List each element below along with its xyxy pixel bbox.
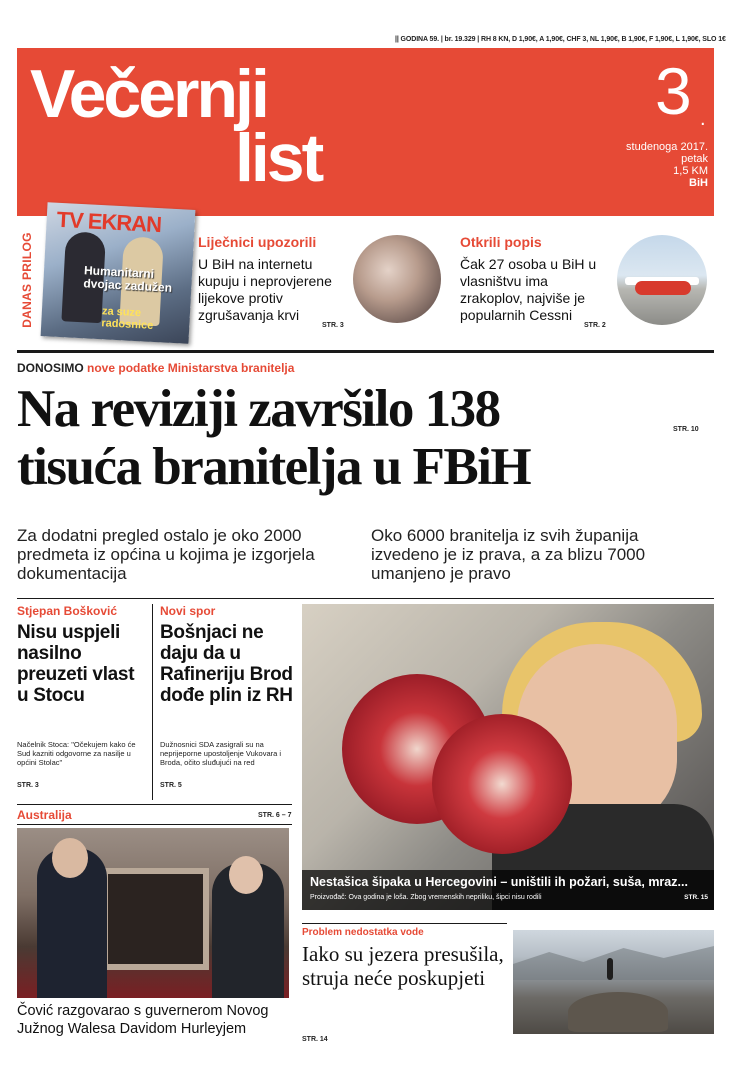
issue-weekday: petak <box>681 153 708 165</box>
water-rule <box>302 923 507 924</box>
australia-page-ref: STR. 6 – 7 <box>258 812 292 819</box>
lead-headline[interactable] <box>17 380 717 496</box>
cover-line-1: Humanitarni dvojac zadužen <box>83 263 173 295</box>
lead-headline-line-1: Na reviziji završilo 138 <box>17 380 500 438</box>
meeting-photo[interactable] <box>17 828 289 998</box>
rock-mound <box>568 992 668 1032</box>
water-page-ref: STR. 14 <box>302 1036 328 1043</box>
col1-body: Načelnik Stoca: "Očekujem kako će Sud kazniti odgovorne za nasilje u općini Stolac" <box>17 740 136 767</box>
logo-line-1: Večernji <box>30 56 267 132</box>
lead-headline-line-2: tisuća branitelja u FBiH <box>17 438 531 496</box>
teaser-1-body[interactable]: U BiH na internetu kupuju i neprovjerene lijekove protiv zgrušavanja krvi <box>198 256 332 323</box>
issue-edition: BiH <box>689 177 708 189</box>
teaser-2-body[interactable]: Čak 27 osoba u BiH u vlasništvu ima zrakoplov, najviše je popularnih Cessni <box>460 256 597 323</box>
teaser-1-title[interactable]: Liječnici upozorili <box>198 234 317 250</box>
newspaper-logo[interactable] <box>30 56 322 196</box>
teaser-1-page-ref: STR. 3 <box>322 322 344 329</box>
water-kicker: Problem nedostatka vode <box>302 927 424 938</box>
col2-kicker: Novi spor <box>160 604 216 618</box>
teaser-2-page-ref: STR. 2 <box>584 322 606 329</box>
col1-headline[interactable]: Nisu uspjeli nasilno preuzeti vlast u Stocu <box>17 622 135 706</box>
dry-lake-photo[interactable] <box>513 930 714 1034</box>
pomegranate-page-ref: STR. 15 <box>684 894 708 901</box>
cover-masthead: TV EKRAN <box>56 206 162 238</box>
person-right-head <box>229 856 263 894</box>
teaser-2-title[interactable]: Otkrili popis <box>460 234 542 250</box>
fireplace <box>102 868 209 970</box>
australia-rule-2 <box>17 824 292 825</box>
logo-line-2: list <box>235 120 322 196</box>
column-divider <box>152 604 153 800</box>
standing-figure <box>607 958 613 980</box>
pomegranate-caption-sub: Proizvođač: Ova godina je loša. Zbog vremenskih nepriliku, šipci nisu rodili <box>310 894 542 901</box>
section-rule-thin <box>17 598 714 599</box>
cover-line-2: za suze radosnice <box>101 305 154 332</box>
col1-kicker: Stjepan Bošković <box>17 604 118 618</box>
lead-kicker: DONOSIMO nove podatke Ministarstva branitelja <box>17 361 295 375</box>
issue-price: 1,5 KM <box>673 165 708 177</box>
person-left-head <box>52 838 88 878</box>
plane-fuselage <box>635 281 691 295</box>
issue-date-block <box>590 141 708 189</box>
australia-kicker: Australija <box>17 808 72 822</box>
teaser-1-photo[interactable] <box>353 235 441 323</box>
pomegranate-caption-bar[interactable] <box>302 870 714 910</box>
pomegranate-caption: Nestašica šipaka u Hercegovini – uništili ih požari, suša, mraz... <box>310 875 688 889</box>
tv-ekran-cover[interactable] <box>41 202 196 344</box>
col2-page-ref: STR. 5 <box>160 782 182 789</box>
pomegranate-2 <box>432 714 572 854</box>
lead-page-ref: STR. 10 <box>673 426 699 433</box>
col1-page-ref: STR. 3 <box>17 782 39 789</box>
col2-headline[interactable]: Bošnjaci ne daju da u Rafineriju Brod dođe plin iz RH <box>160 622 293 706</box>
section-rule <box>17 350 714 353</box>
meeting-caption[interactable]: Čović razgovarao s guvernerom Novog Južnog Walesa Davidom Hurleyjem <box>17 1003 269 1037</box>
col2-body: Dužnosnici SDA zasigrali su na neprijeporne upostoljenje Vukovara i Broda, očito sluđujući na red <box>160 740 282 767</box>
issue-day: 3 <box>655 54 692 128</box>
water-headline[interactable]: Iako su jezera presušila, struja neće poskupjeti <box>302 942 504 990</box>
pomegranate-photo[interactable] <box>302 604 714 910</box>
mountains <box>513 940 714 980</box>
australia-rule <box>17 804 292 805</box>
lead-sub-right: Oko 6000 branitelja iz svih županija izvedeno je iz prava, a za blizu 7000 umanjeno je pravo <box>371 526 646 583</box>
supplement-label: DANAS PRILOG <box>20 231 34 328</box>
lead-sub-left: Za dodatni pregled ostalo je oko 2000 predmeta iz općina u kojima je izgorjela dokumentacija <box>17 526 315 583</box>
teaser-2-photo[interactable] <box>617 235 707 325</box>
issue-day-dot: . <box>700 108 706 130</box>
issue-info: || GODINA 59. | br. 19.329 | RH 8 KN, D 1,90€, A 1,90€, CHF 3, NL 1,90€, B 1,90€, F 1,90€, L 1,90€, SLO 1€ <box>395 36 726 43</box>
issue-date: studenoga 2017. <box>626 141 708 153</box>
